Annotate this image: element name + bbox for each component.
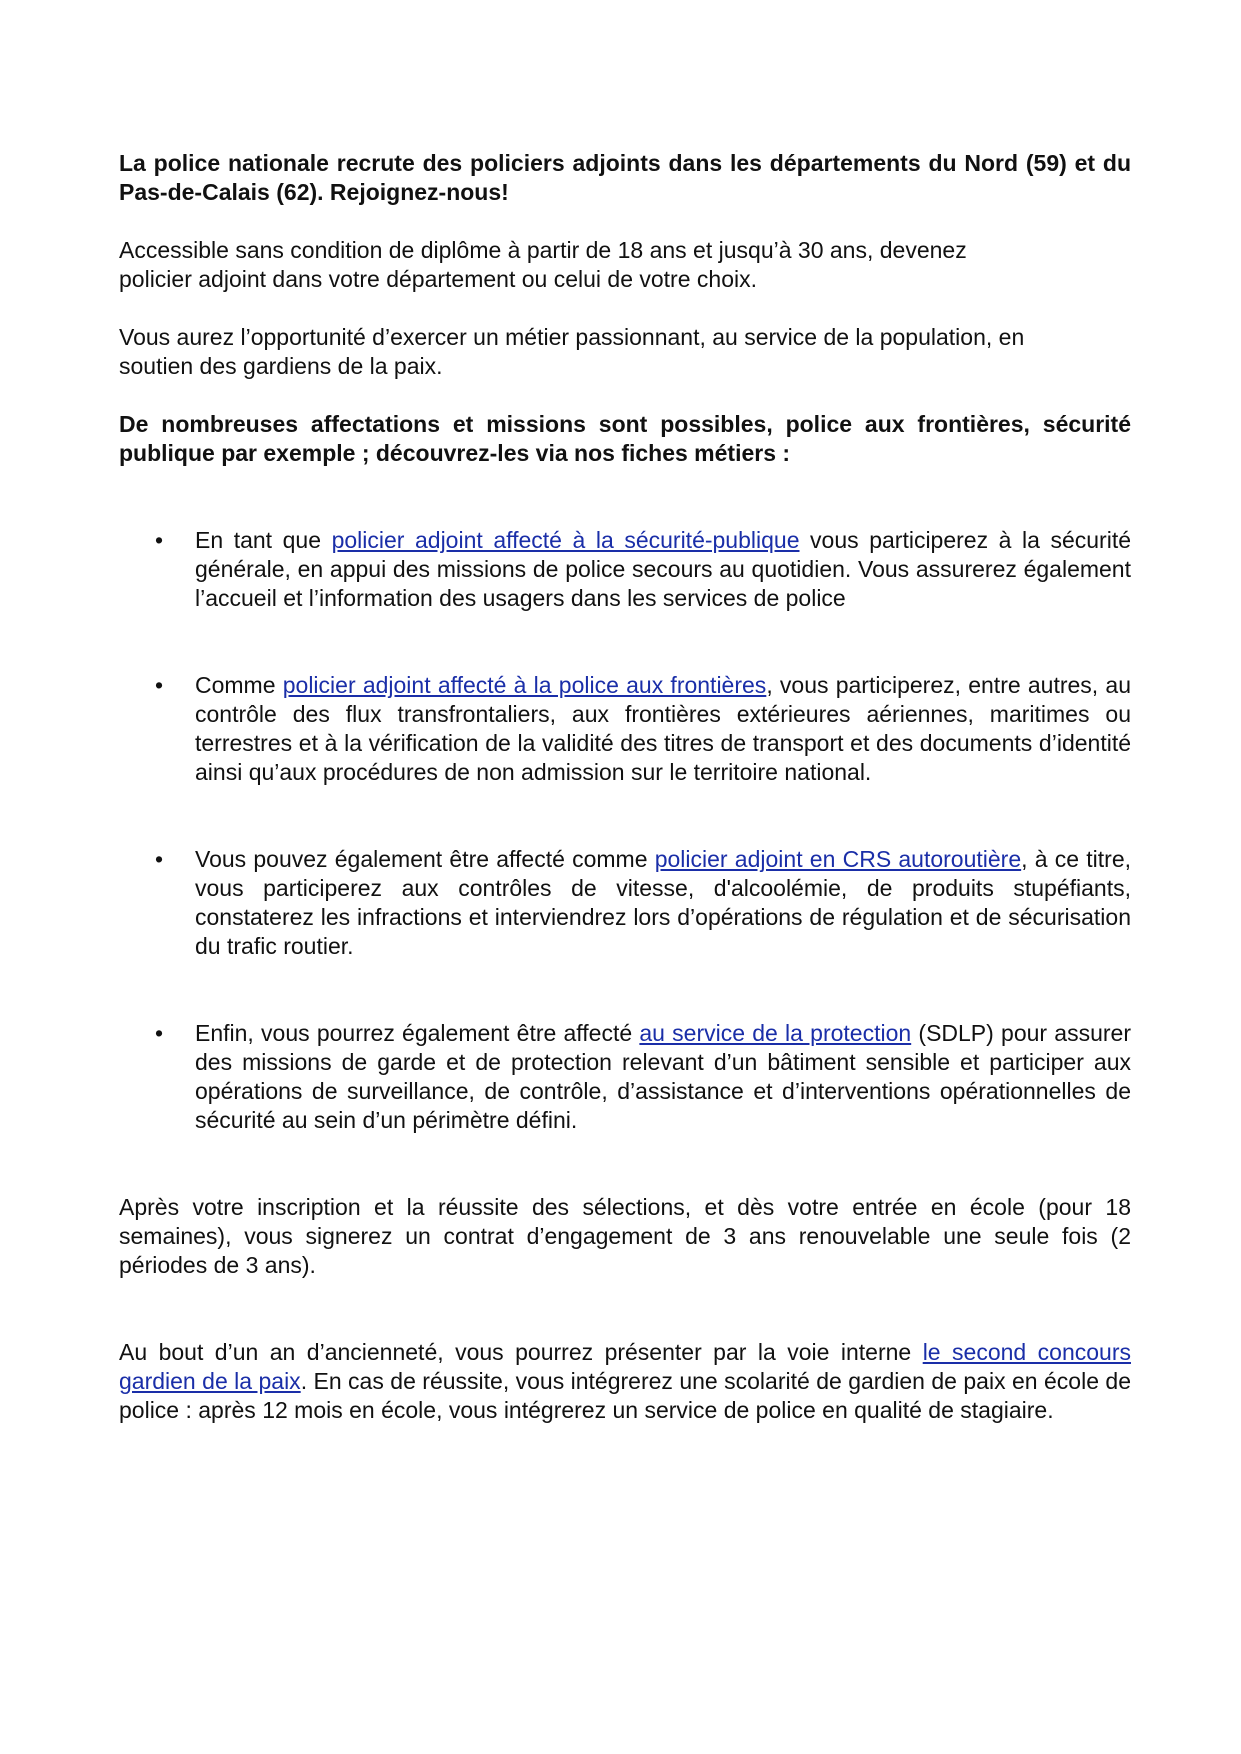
bullet-text-after: (SDLP) pour assurer des missions de garde et de protection relevant d’un bâtiment sensible et participer aux opérations de surveillance, de contrôle, d’assistance et d’interventions opérationnelles de sécurité au sein d’un périmètre défini. [195, 1020, 1131, 1133]
opportunity-line-1: Vous aurez l’opportunité d’exercer un métier passionnant, au service de la population, en [119, 324, 1025, 350]
intro-heading: La police nationale recrute des policiers adjoints dans les départements du Nord (59) et du Pas-de-Calais (62). Rejoignez-nous! [119, 150, 1131, 205]
seniority-text-after: . En cas de réussite, vous intégrerez une scolarité de gardien de paix en école de police : après 12 mois en école, vous intégrerez un service de police en qualité de stagiaire. [119, 1368, 1131, 1423]
bullet-text-before: Comme [195, 672, 283, 698]
contract-paragraph: Après votre inscription et la réussite des sélections, et dès votre entrée en école (pour 18 semaines), vous signerez un contrat d’engagement de 3 ans renouvelable une seule fois (2 périodes de 3 ans). [119, 1194, 1131, 1278]
seniority-text-before: Au bout d’un an d’ancienneté, vous pourrez présenter par la voie interne [119, 1339, 923, 1365]
bullet-text-after: vous participerez à la sécurité générale, en appui des missions de police secours au quotidien. Vous assurerez également l’accueil et l’information des usagers dans les services de police [195, 527, 1131, 611]
accessibility-line-2: policier adjoint dans votre département ou celui de votre choix. [119, 266, 757, 292]
bullet-icon: • [155, 527, 164, 553]
link-securite-publique[interactable]: policier adjoint affecté à la sécurité-publique [331, 527, 800, 553]
bullet-icon: • [155, 672, 164, 698]
link-second-concours[interactable]: le second concours gardien de la paix [119, 1339, 1131, 1394]
opportunity-line-2: soutien des gardiens de la paix. [119, 353, 443, 379]
accessibility-line-1: Accessible sans condition de diplôme à partir de 18 ans et jusqu’à 30 ans, devenez [119, 237, 967, 263]
missions-list [119, 526, 1131, 1135]
accessibility-paragraph [119, 236, 1131, 294]
link-crs-autoroutiere[interactable]: policier adjoint en CRS autoroutière [654, 846, 1022, 872]
list-item [119, 671, 1131, 787]
link-service-protection[interactable]: au service de la protection [639, 1020, 912, 1046]
bullet-text-before: Enfin, vous pourrez également être affecté [195, 1020, 640, 1046]
bullet-text-before: En tant que [195, 527, 332, 553]
missions-heading: De nombreuses affectations et missions sont possibles, police aux frontières, sécurité publique par exemple ; découvrez-les via nos fiches métiers : [119, 411, 1131, 466]
bullet-text-before: Vous pouvez également être affecté comme [195, 846, 655, 872]
document-page [119, 149, 1131, 1425]
seniority-paragraph [119, 1338, 1131, 1425]
bullet-text-after: , à ce titre, vous participerez aux contrôles de vitesse, d'alcoolémie, de produits stupéfiants, constaterez les infractions et interviendrez lors d’opérations de régulation et de sécurisation du trafic routier. [195, 846, 1132, 959]
list-item [119, 845, 1131, 961]
link-police-frontieres[interactable]: policier adjoint affecté à la police aux frontières [282, 672, 767, 698]
bullet-icon: • [155, 1020, 164, 1046]
list-item [119, 1019, 1131, 1135]
bullet-icon: • [155, 846, 164, 872]
bullet-text-after: , vous participerez, entre autres, au contrôle des flux transfrontaliers, aux frontières extérieures aériennes, maritimes ou terrestres et à la vérification de la validité des titres de transport et des documents d’identité ainsi qu’aux procédures de non admission sur le territoire national. [195, 672, 1131, 785]
opportunity-paragraph [119, 323, 1131, 381]
list-item [119, 526, 1131, 613]
